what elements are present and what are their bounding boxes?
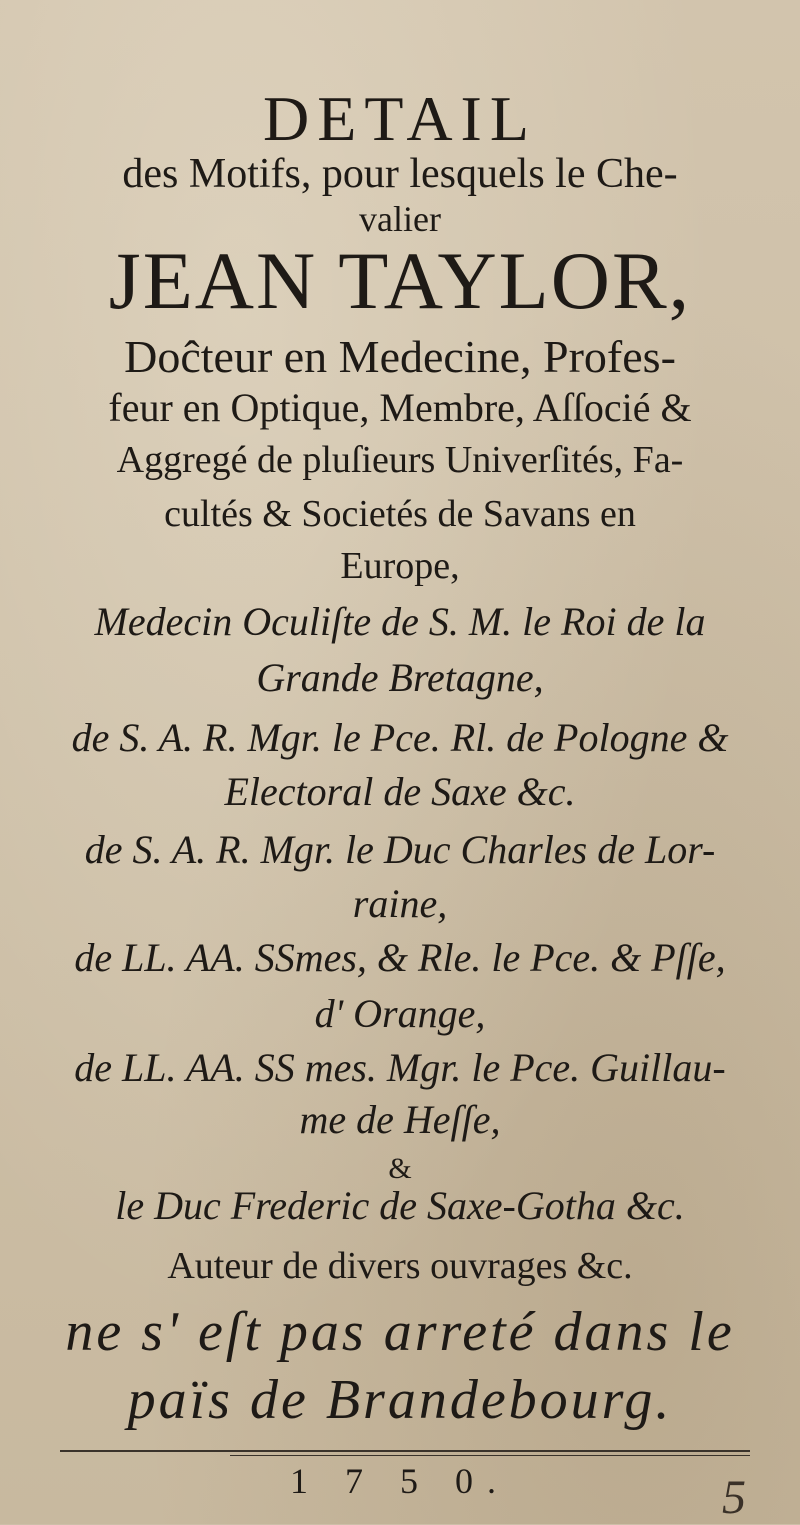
page-title: DETAIL [263,83,537,154]
appointment-line-6: raine, [352,881,448,926]
closing-line-2: païs de Brandebourg. [127,1369,673,1431]
appointment-line-8: d' Orange, [314,991,486,1036]
ampersand: & [388,1152,412,1185]
appointment-line-10: me de Heſſe, [299,1097,501,1142]
page-folio-number: 5 [722,1471,746,1524]
appointment-line-7: de LL. AA. SSmes, & Rle. le Pce. & Pſſe, [74,935,726,980]
appointment-line-2: Grande Bretagne, [256,655,544,700]
author-works-line: Auteur de divers ouvrages &c. [167,1245,633,1287]
appointment-line-3: de S. A. R. Mgr. le Pce. Rl. de Pologne & [71,715,729,760]
credential-line-5: Europe, [340,545,460,587]
appointment-line-1: Medecin Oculiſte de S. M. le Roi de la [94,599,706,644]
credential-line-3: Aggregé de pluſieurs Univerſités, Fa- [116,439,684,481]
last-appointment: le Duc Frederic de Saxe-Gotha &c. [115,1183,685,1228]
author-name: JEAN TAYLOR, [108,235,692,326]
divider-rule-secondary [230,1455,750,1456]
credential-line-2: feur en Optique, Membre, Aſſocié & [108,385,692,430]
subtitle-line-2: valier [359,199,441,239]
appointment-line-5: de S. A. R. Mgr. le Duc Charles de Lor- [84,827,716,872]
appointment-line-9: de LL. AA. SS mes. Mgr. le Pce. Guillau- [74,1045,726,1090]
subtitle-line-1: des Motifs, pour lesquels le Che- [122,151,678,197]
credential-line-4: cultés & Societés de Savans en [164,493,636,535]
credential-line-1: Doĉteur en Medecine, Profes- [124,331,676,382]
publication-year: 1 7 5 0. [290,1461,510,1501]
divider-rule [60,1450,750,1452]
appointment-line-4: Electoral de Saxe &c. [224,769,576,814]
closing-line-1: ne s' eſt pas arreté dans le [65,1301,735,1363]
